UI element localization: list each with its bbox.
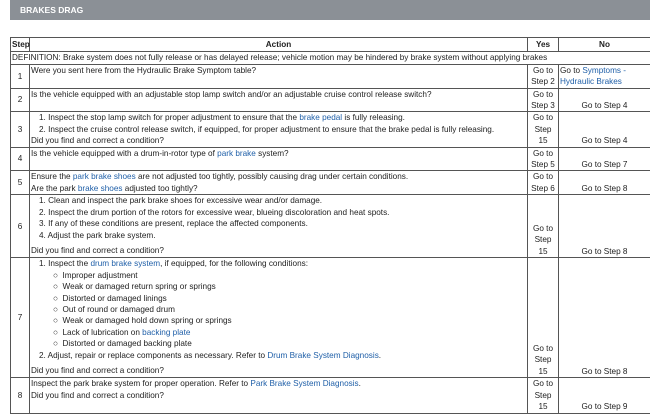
link-brake-shoes[interactable]: brake shoes (78, 184, 123, 193)
diagnostic-table (10, 37, 650, 414)
definition-row (11, 52, 650, 64)
link-symptoms-hydraulic-brakes[interactable]: Symptoms - Hydraulic Brakes (560, 66, 626, 86)
table-row (11, 195, 650, 258)
link-drum-brake-system[interactable]: drum brake system (90, 259, 160, 268)
yes-cell: Go to Step 15 (528, 378, 559, 413)
action-cell: Inspect the park brake system for proper operation. Refer to Park Brake System Diagnosis. Did you find and correct a condition? (30, 378, 528, 413)
link-park-brake-system-diagnosis[interactable]: Park Brake System Diagnosis (250, 379, 358, 388)
no-cell: Go to Step 8 (559, 258, 650, 378)
step-number: 6 (11, 195, 30, 258)
link-backing-plate[interactable]: backing plate (142, 328, 190, 337)
header-step: Step (11, 38, 30, 52)
action-cell: Were you sent here from the Hydraulic Brake Symptom table? (30, 64, 528, 88)
no-cell: Go to Step 7 (559, 147, 650, 171)
yes-cell: Go to Step 15 (528, 258, 559, 378)
action-cell: 1. Inspect the drum brake system, if equipped, for the following conditions: ○ Improper adjustment ○ Weak or damaged return spring or springs ○ Distorted or damaged linings ○ Out of round or damaged drum ○ Weak or damaged hold down spring or springs ○ Lack of lubrication on backing plate ○ Distorted or damaged backing plate 2. Adjust, repair or replace components as necessary. Refer to Drum Brake System Diagnosis. Did you find and correct a condition? (30, 258, 528, 378)
no-cell: Go to Step 8 (559, 195, 650, 258)
no-cell: Go to Symptoms - Hydraulic Brakes (559, 64, 650, 88)
table-row (11, 147, 650, 171)
step-number: 1 (11, 64, 30, 88)
table-row (11, 378, 650, 413)
yes-cell: Go to Step 2 (528, 64, 559, 88)
action-cell: 1. Clean and inspect the park brake shoes for excessive wear and/or damage. 2. Inspect the drum portion of the rotors for excessive wear, blueing discoloration and heat spots. 3. If any of these conditions are present, replace the affected components. 4. Adjust the park brake system. Did you find and correct a condition? (30, 195, 528, 258)
table-row (11, 64, 650, 88)
link-park-brake[interactable]: park brake (217, 149, 256, 158)
action-cell: 1. Inspect the stop lamp switch for proper adjustment to ensure that the brake pedal is fully releasing. 2. Inspect the cruise control release switch, if equipped, for proper adjustment to ensure that the brake pedal is fully releasing. Did you find and correct a condition? (30, 112, 528, 147)
no-cell: Go to Step 4 (559, 88, 650, 112)
step-number: 8 (11, 378, 30, 413)
header-row (11, 38, 650, 52)
header-no: No (559, 38, 650, 52)
link-drum-brake-system-diagnosis[interactable]: Drum Brake System Diagnosis (267, 351, 378, 360)
page-title: BRAKES DRAG (10, 0, 650, 20)
definition-text: DEFINITION: Brake system does not fully release or has delayed release; vehicle motion may be hindered by brake system without applying brakes (11, 52, 650, 64)
yes-cell: Go to Step 15 (528, 112, 559, 147)
header-yes: Yes (528, 38, 559, 52)
step-number: 4 (11, 147, 30, 171)
table-row (11, 171, 650, 195)
yes-cell: Go to Step 6 (528, 171, 559, 195)
step-number: 2 (11, 88, 30, 112)
table-row (11, 112, 650, 147)
action-cell: Is the vehicle equipped with a drum-in-rotor type of park brake system? (30, 147, 528, 171)
yes-cell: Go to Step 5 (528, 147, 559, 171)
step-number: 5 (11, 171, 30, 195)
link-brake-pedal[interactable]: brake pedal (299, 113, 342, 122)
action-cell: Is the vehicle equipped with an adjustable stop lamp switch and/or an adjustable cruise control release switch? (30, 88, 528, 112)
table-row (11, 88, 650, 112)
step-number: 7 (11, 258, 30, 378)
no-cell: Go to Step 9 (559, 378, 650, 413)
header-action: Action (30, 38, 528, 52)
no-cell: Go to Step 8 (559, 171, 650, 195)
yes-cell: Go to Step 15 (528, 195, 559, 258)
link-park-brake-shoes[interactable]: park brake shoes (73, 172, 136, 181)
no-cell: Go to Step 4 (559, 112, 650, 147)
yes-cell: Go to Step 3 (528, 88, 559, 112)
step-number: 3 (11, 112, 30, 147)
table-row (11, 258, 650, 378)
action-cell: Ensure the park brake shoes are not adjusted too tightly, possibly causing drag under certain conditions. Are the park brake shoes adjusted too tightly? (30, 171, 528, 195)
